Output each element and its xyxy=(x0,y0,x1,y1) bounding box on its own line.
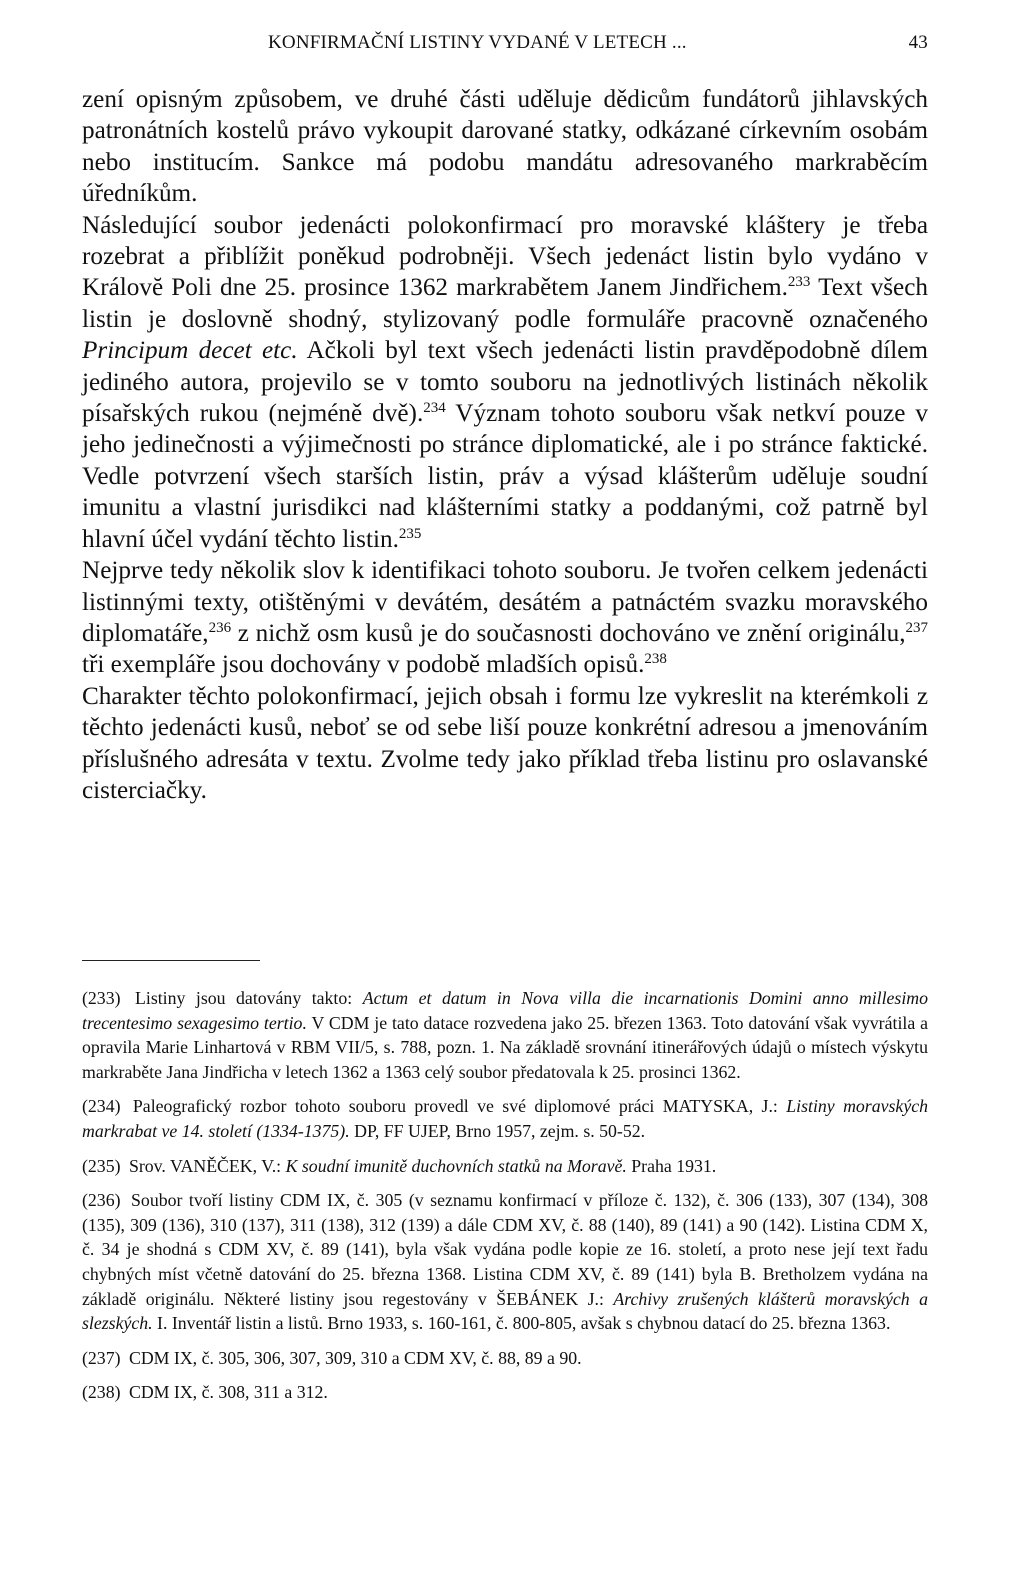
footnote-italic: K soudní imunitě duchovních statků na Moravě. xyxy=(285,1155,627,1176)
footnote-text: V CDM je tato datace rozvedena jako 25. březen 1363. Toto datování však vyvrátila a opravila Marie Linhartová v RBM VII/5, s. 788, pozn. 1. Na základě srovnání itinerářových údajů o místech výskytu markraběte Jana Jindřicha v letech 1362 a 1363 celý soubor předatovala k 25. prosinci 1362. xyxy=(82,1012,928,1082)
footnote-number: (236) xyxy=(82,1190,121,1211)
footnote-235 xyxy=(82,1154,928,1179)
footnote-number: (233) xyxy=(82,988,121,1008)
footnote-number: (235) xyxy=(82,1155,121,1176)
main-text xyxy=(82,84,928,806)
footnote-text: Srov. VANĚČEK, V.: xyxy=(124,1155,286,1176)
page-number: 43 xyxy=(908,32,928,53)
footnote-italic: Actum et datum in Nova villa die incarnationis Domini anno millesimo trecentesimo sexagesimo tertio. xyxy=(82,988,928,1033)
footnote-text: Listiny jsou datovány takto: xyxy=(124,988,363,1008)
paragraph-2-italic: Principum decet etc. xyxy=(82,337,298,365)
paragraph-3-part-a: Nejprve tedy několik slov k identifikaci tohoto souboru. Je tvořen celkem jedenácti listinnými texty, otištěnými v devátém, desátém a patnáctém svazku moravského diplomatáře, xyxy=(82,557,928,647)
footnote-text: Soubor tvoří listiny CDM IX, č. 305 (v seznamu konfirmací v příloze č. 132), č. 306 (133), 307 (134), 308 (135), 309 (136), 310 (137), 311 (138), 312 (139) a dále CDM XV, č. 88 (140), 89 (141) a 90 (142). Listina CDM X, č. 34 je shodná s CDM XV, č. 89 (141), byla však vydána podle kopie ze 16. století, a proto nese její text řadu chybných míst včetně datování do 25. března 1368. Listina CDM XV, č. 89 (141) byla B. Bretholzem vydána na základě originálu. Některé listiny jsou regestovány v ŠEBÁNEK J.: xyxy=(82,1190,928,1309)
footnote-ref-234[interactable]: 234 xyxy=(423,400,446,417)
footnote-238 xyxy=(82,1380,928,1405)
footnote-text: DP, FF UJEP, Brno 1957, zejm. s. 50-52. xyxy=(349,1120,646,1141)
paragraph-3-part-c: tři exempláře jsou dochovány v podobě mladších opisů. xyxy=(82,651,645,679)
paragraph-3-part-b: z nichž osm kusů je do současnosti dochováno ve znění originálu, xyxy=(231,619,906,647)
footnote-text: CDM IX, č. 308, 311 a 312. xyxy=(124,1382,328,1403)
footnote-divider xyxy=(82,960,260,961)
footnote-ref-236[interactable]: 236 xyxy=(208,619,232,636)
running-head xyxy=(82,32,928,72)
footnote-text: Paleografický rozbor tohoto souboru provedl ve své diplomové práci MATYSKA, J.: xyxy=(124,1096,787,1117)
paragraph-2-part-c: Ačkoli byl text všech jedenácti listin pravděpodobně dílem jediného autora, projevilo se v tomto souboru na jednotlivých listinách několik písařských rukou (nejméně dvě). xyxy=(82,337,928,428)
footnote-ref-237[interactable]: 237 xyxy=(905,619,928,636)
footnote-italic: Archivy zrušených klášterů moravských a slezských. xyxy=(82,1288,928,1334)
footnote-text: CDM IX, č. 305, 306, 307, 309, 310 a CDM XV, č. 88, 89 a 90. xyxy=(124,1347,582,1368)
footnote-ref-235[interactable]: 235 xyxy=(398,525,422,542)
footnote-ref-238[interactable]: 238 xyxy=(644,651,667,668)
paragraph-1: zení opisným způsobem, ve druhé části uděluje dědicům fundátorů jihlavských patronátních kostelů právo vykoupit darované statky, odkázané církevním osobám nebo institucím. Sankce má podobu mandátu adresovaného markraběcím úředníkům. xyxy=(82,86,928,208)
footnotes xyxy=(82,986,928,1415)
footnote-number: (234) xyxy=(82,1096,121,1117)
footnote-text: Praha 1931. xyxy=(626,1155,717,1176)
footnote-234 xyxy=(82,1094,928,1143)
footnote-italic: Listiny moravských markrabat ve 14. století (1334-1375). xyxy=(82,1096,928,1141)
paragraph-2-part-b: Text všech listin je doslovně shodný, stylizovaný podle formuláře pracovně označeného xyxy=(82,274,928,333)
footnote-ref-233[interactable]: 233 xyxy=(787,274,811,291)
paragraph-3 xyxy=(82,555,928,681)
footnote-237 xyxy=(82,1346,928,1371)
footnote-number: (237) xyxy=(82,1347,121,1368)
footnote-233 xyxy=(82,986,928,1084)
footnote-236 xyxy=(82,1188,928,1336)
paragraph-2 xyxy=(82,210,928,555)
footnote-number: (238) xyxy=(82,1382,121,1403)
footnote-text: I. Inventář listin a listů. Brno 1933, s. 160-161, č. 800-805, avšak s chybnou datací do 25. března 1363. xyxy=(152,1313,891,1334)
paragraph-2-part-a: Následující soubor jedenácti polokonfirmací pro moravské kláštery je třeba rozebrat a přiblížit poněkud podrobněji. Všech jedenáct listin bylo vydáno v Královĕ Poli dne 25. prosince 1362 markrabětem Janem Jindřichem. xyxy=(82,211,928,302)
paragraph-4: Charakter těchto polokonfirmací, jejich obsah i formu lze vykreslit na kterémkoli z těchto jedenácti kusů, neboť se od sebe liší pouze konkrétní adresou a jmenováním příslušného adresáta v textu. Zvolme tedy jako příklad třeba listinu pro oslavanské cisterciačky. xyxy=(82,682,928,804)
paragraph-2-part-d: Význam tohoto souboru však netkví pouze v jeho jedinečnosti a výjimečnosti po stránce diplomatické, ale i po stránce faktické. Vedle potvrzení všech starších listin, práv a výsad klášterům uděluje soudní imunitu a vlastní jurisdikci nad klášterními statky a poddanými, což patrně byl hlavní účel vydání těchto listin. xyxy=(82,400,928,553)
running-head-title: KONFIRMAČNÍ LISTINY VYDANÉ V LETECH ... xyxy=(268,32,687,53)
